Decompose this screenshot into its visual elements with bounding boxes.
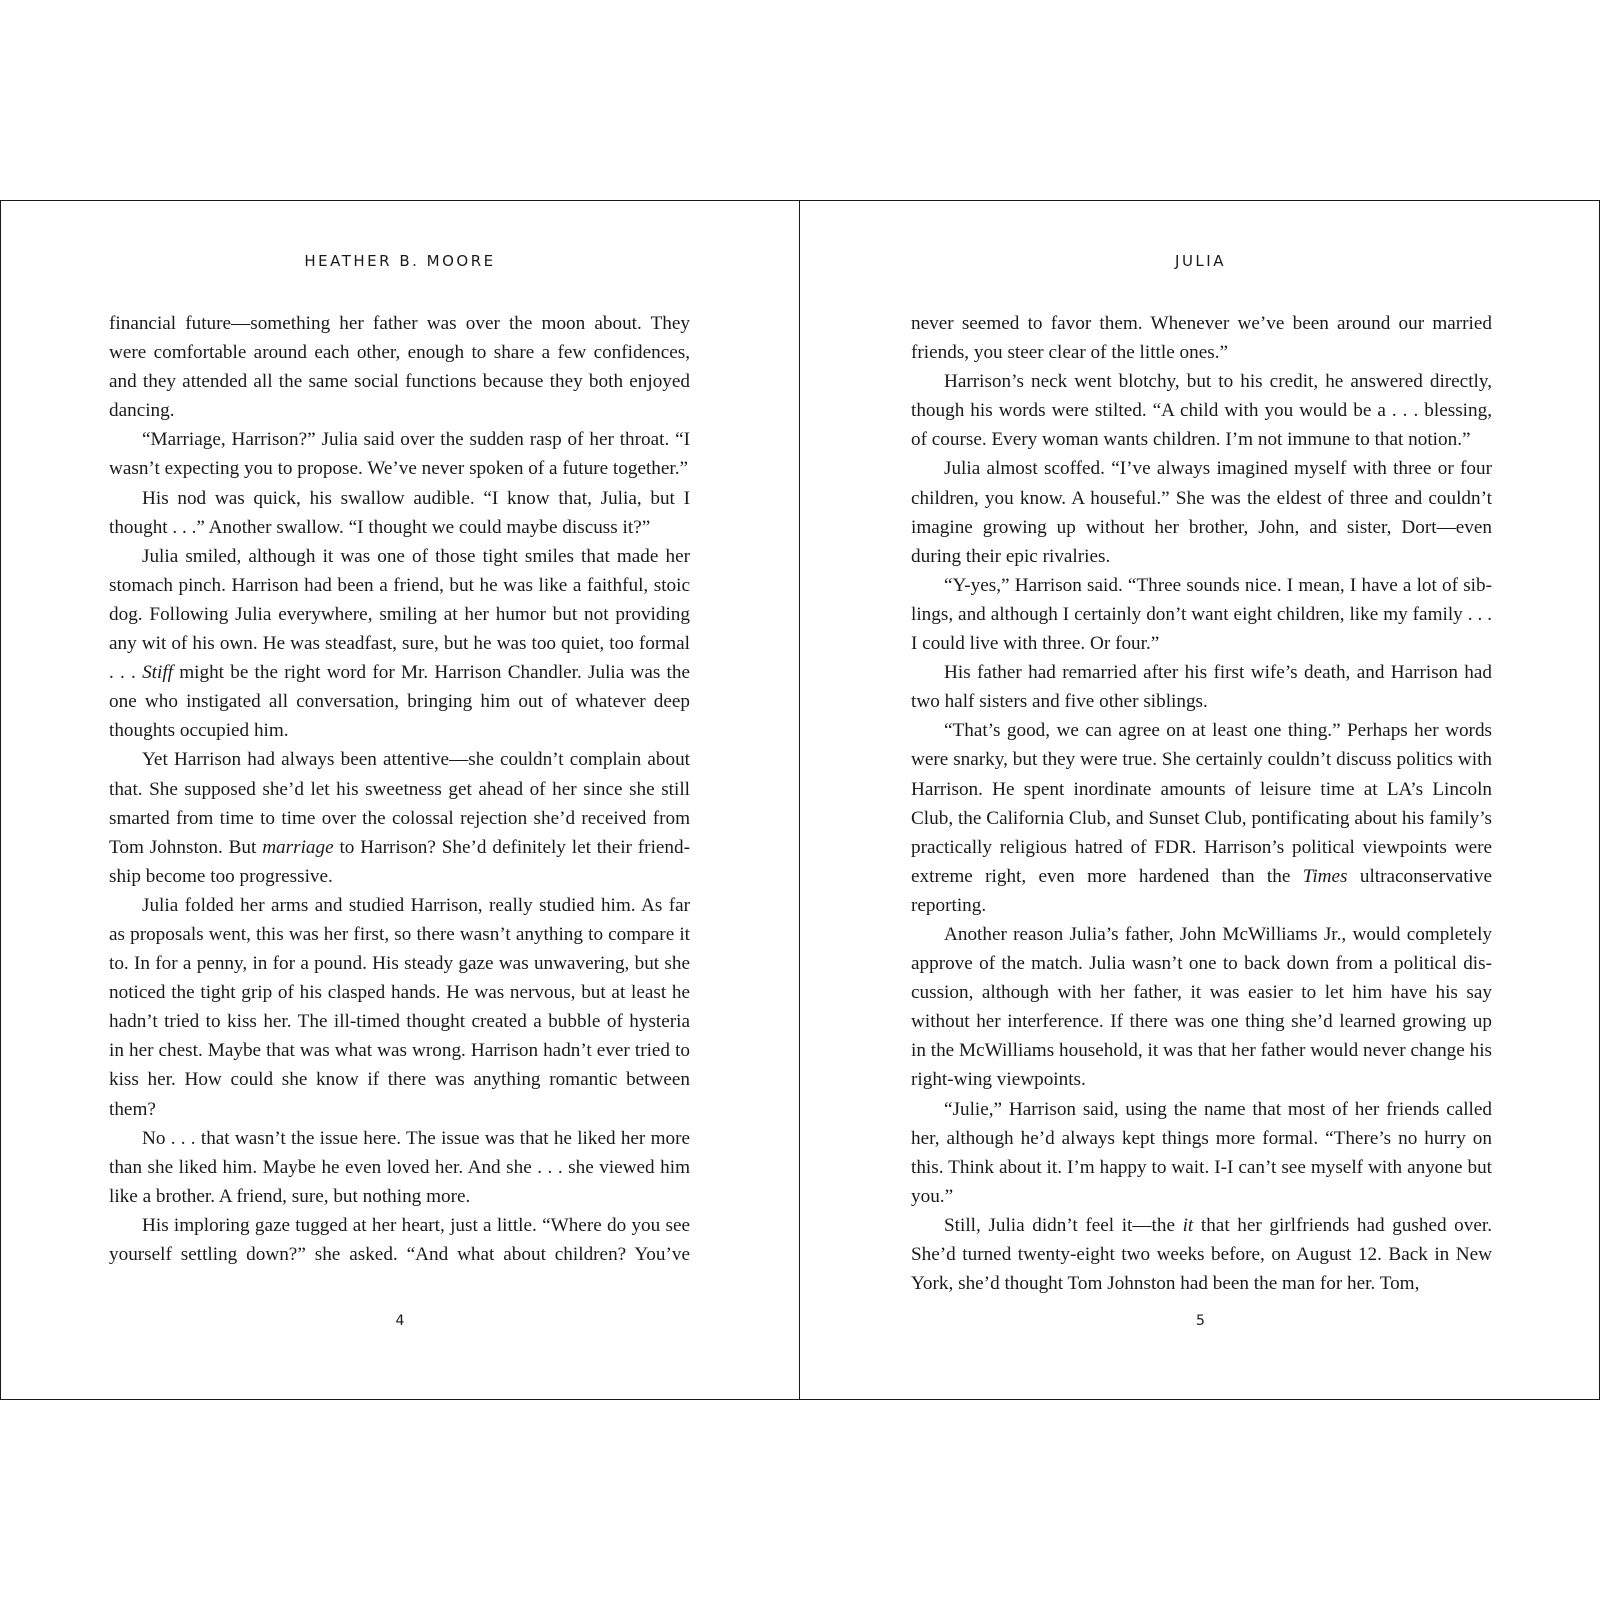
paragraph: “Y-yes,” Harrison said. “Three sounds nice. I mean, I have a lot of siblings, and although I certainly don’t want eight children, like my family . . . I could live with three. Or four.”	[911, 574, 1492, 655]
paragraph-text: ultraconservative reporting.	[911, 865, 1492, 916]
paragraph: “Marriage, Harrison?” Julia said over the sudden rasp of her throat. “I wasn’t expecting you to propose. We’ve never spoken of a future together.”	[109, 429, 690, 480]
body-text-left	[109, 309, 690, 1269]
paragraph-text: might be the right word for Mr. Harrison Chandler. Julia was the one who instigated all conversation, bringing him out of whatever deep thoughts occupied him.	[109, 662, 690, 742]
left-page	[1, 201, 800, 1399]
paragraph: Julia almost scoffed. “I’ve always imagined myself with three or four children, you know. A houseful.” She was the eldest of three and couldn’t imagine growing up without her brother, John, and sister, Dort—even during their epic rivalries.	[911, 458, 1492, 567]
paragraph: His father had remarried after his first wife’s death, and Harrison had two half sisters and five other siblings.	[911, 662, 1492, 713]
italic-word: it	[1182, 1214, 1194, 1236]
italic-word: Stiff	[142, 662, 173, 684]
paragraph: No . . . that wasn’t the issue here. The issue was that he liked her more than she liked him. Maybe he even loved her. And she . . . she viewed him like a brother. A friend, sure, but nothing more.	[109, 1127, 690, 1207]
paragraph: never seemed to favor them. Whenever we’ve been around our married friends, you steer clear of the little ones.”	[911, 313, 1492, 364]
paragraph: Harrison’s neck went blotchy, but to his credit, he answered directly, though his words were stilted. “A child with you would be a . . . blessing, of course. Every woman wants children. I’m not immune to that notion.”	[911, 371, 1492, 451]
book-spread	[0, 200, 1600, 1400]
paragraph: financial future—something her father was over the moon about. They were comfortable around each other, enough to share a few confidences, and they attended all the same social functions because they both enjoyed dancing.	[109, 313, 690, 422]
paragraph: Another reason Julia’s father, John McWilliams Jr., would completely approve of the match. Julia wasn’t one to back down from a political discussion, although with her father, it was easier to let him have his say without her interference. If there was one thing she’d learned growing up in the McWilliams household, it was that her father would never change his right-wing viewpoints.	[911, 923, 1492, 1091]
paragraph	[911, 716, 1492, 920]
italic-word: Times	[1302, 865, 1348, 887]
right-page	[801, 201, 1600, 1399]
paragraph: His imploring gaze tugged at her heart, just a little. “Where do you see yourself settling down?” she asked. “And what about children? You’ve	[109, 1214, 690, 1265]
paragraph	[109, 542, 690, 746]
italic-word: marriage	[262, 836, 334, 858]
paragraph-text: “That’s good, we can agree on at least one thing.” Perhaps her words were snarky, but they were true. She certainly couldn’t discuss politics with Harrison. He spent inordinate amounts of leisure time at LA’s Lincoln Club, the California Club, and Sunset Club, pontificating about his family’s practically religious hatred of FDR. Harrison’s political viewpoints were extreme right, even more hardened than the	[911, 720, 1492, 887]
paragraph-text: New York, she’d thought Tom Johnston had been the man for her. Tom,	[911, 1244, 1493, 1295]
paragraph-text: Yet Harrison had always been attentive—she couldn’t complain about that. She supposed she’d let his sweetness get ahead of her since she still smarted from time to time over the colossal rejection she’d received from Tom Johnston. But	[109, 749, 690, 858]
paragraph: Julia folded her arms and studied Harrison, really studied him. As far as proposals went, this was her first, so there wasn’t anything to compare it to. In for a penny, in for a pound. His steady gaze was unwavering, but she noticed the tight grip of his clasped hands. He was nervous, but at least he hadn’t tried to kiss her. The ill-timed thought created a bubble of hysteria in her chest. Maybe that was what was wrong. Harrison hadn’t ever tried to kiss her. How could she know if there was anything romantic between them?	[109, 894, 690, 1120]
paragraph-text: Julia smiled, although it was one of those tight smiles that made her stomach pinch. Harrison had been a friend, but he was like a faithful, stoic dog. Following Julia everywhere, smiling at her humor but not providing any wit of his own. He was steadfast, sure, but he was too quiet, too formal . . .	[109, 545, 690, 684]
running-head-author: HEATHER B. MOORE	[304, 252, 496, 270]
paragraph	[109, 745, 690, 890]
running-head-title: JULIA	[1175, 252, 1226, 270]
paragraph-text: Still, Julia didn’t feel it—the	[944, 1214, 1183, 1236]
paragraph: His nod was quick, his swallow audible. “I know that, Julia, but I thought . . .” Another swallow. “I thought we could maybe discuss it?”	[109, 487, 690, 538]
paragraph	[911, 1211, 1492, 1298]
page-number: 5	[1196, 1313, 1205, 1329]
paragraph: “Julie,” Harrison said, using the name that most of her friends called her, although he’d always kept things more formal. “There’s no hurry on this. Think about it. I’m happy to wait. I-I can’t see myself with anyone but you.”	[911, 1098, 1492, 1207]
paragraph-text: to Harrison? She’d definitely let their friendship become too progressive.	[109, 836, 690, 887]
paragraph-text: that her girlfriends had gushed over. She’d turned twenty-eight two weeks before, on August 12. Back in	[911, 1214, 1492, 1265]
page-number: 4	[395, 1313, 405, 1329]
body-text-right	[911, 309, 1492, 1298]
